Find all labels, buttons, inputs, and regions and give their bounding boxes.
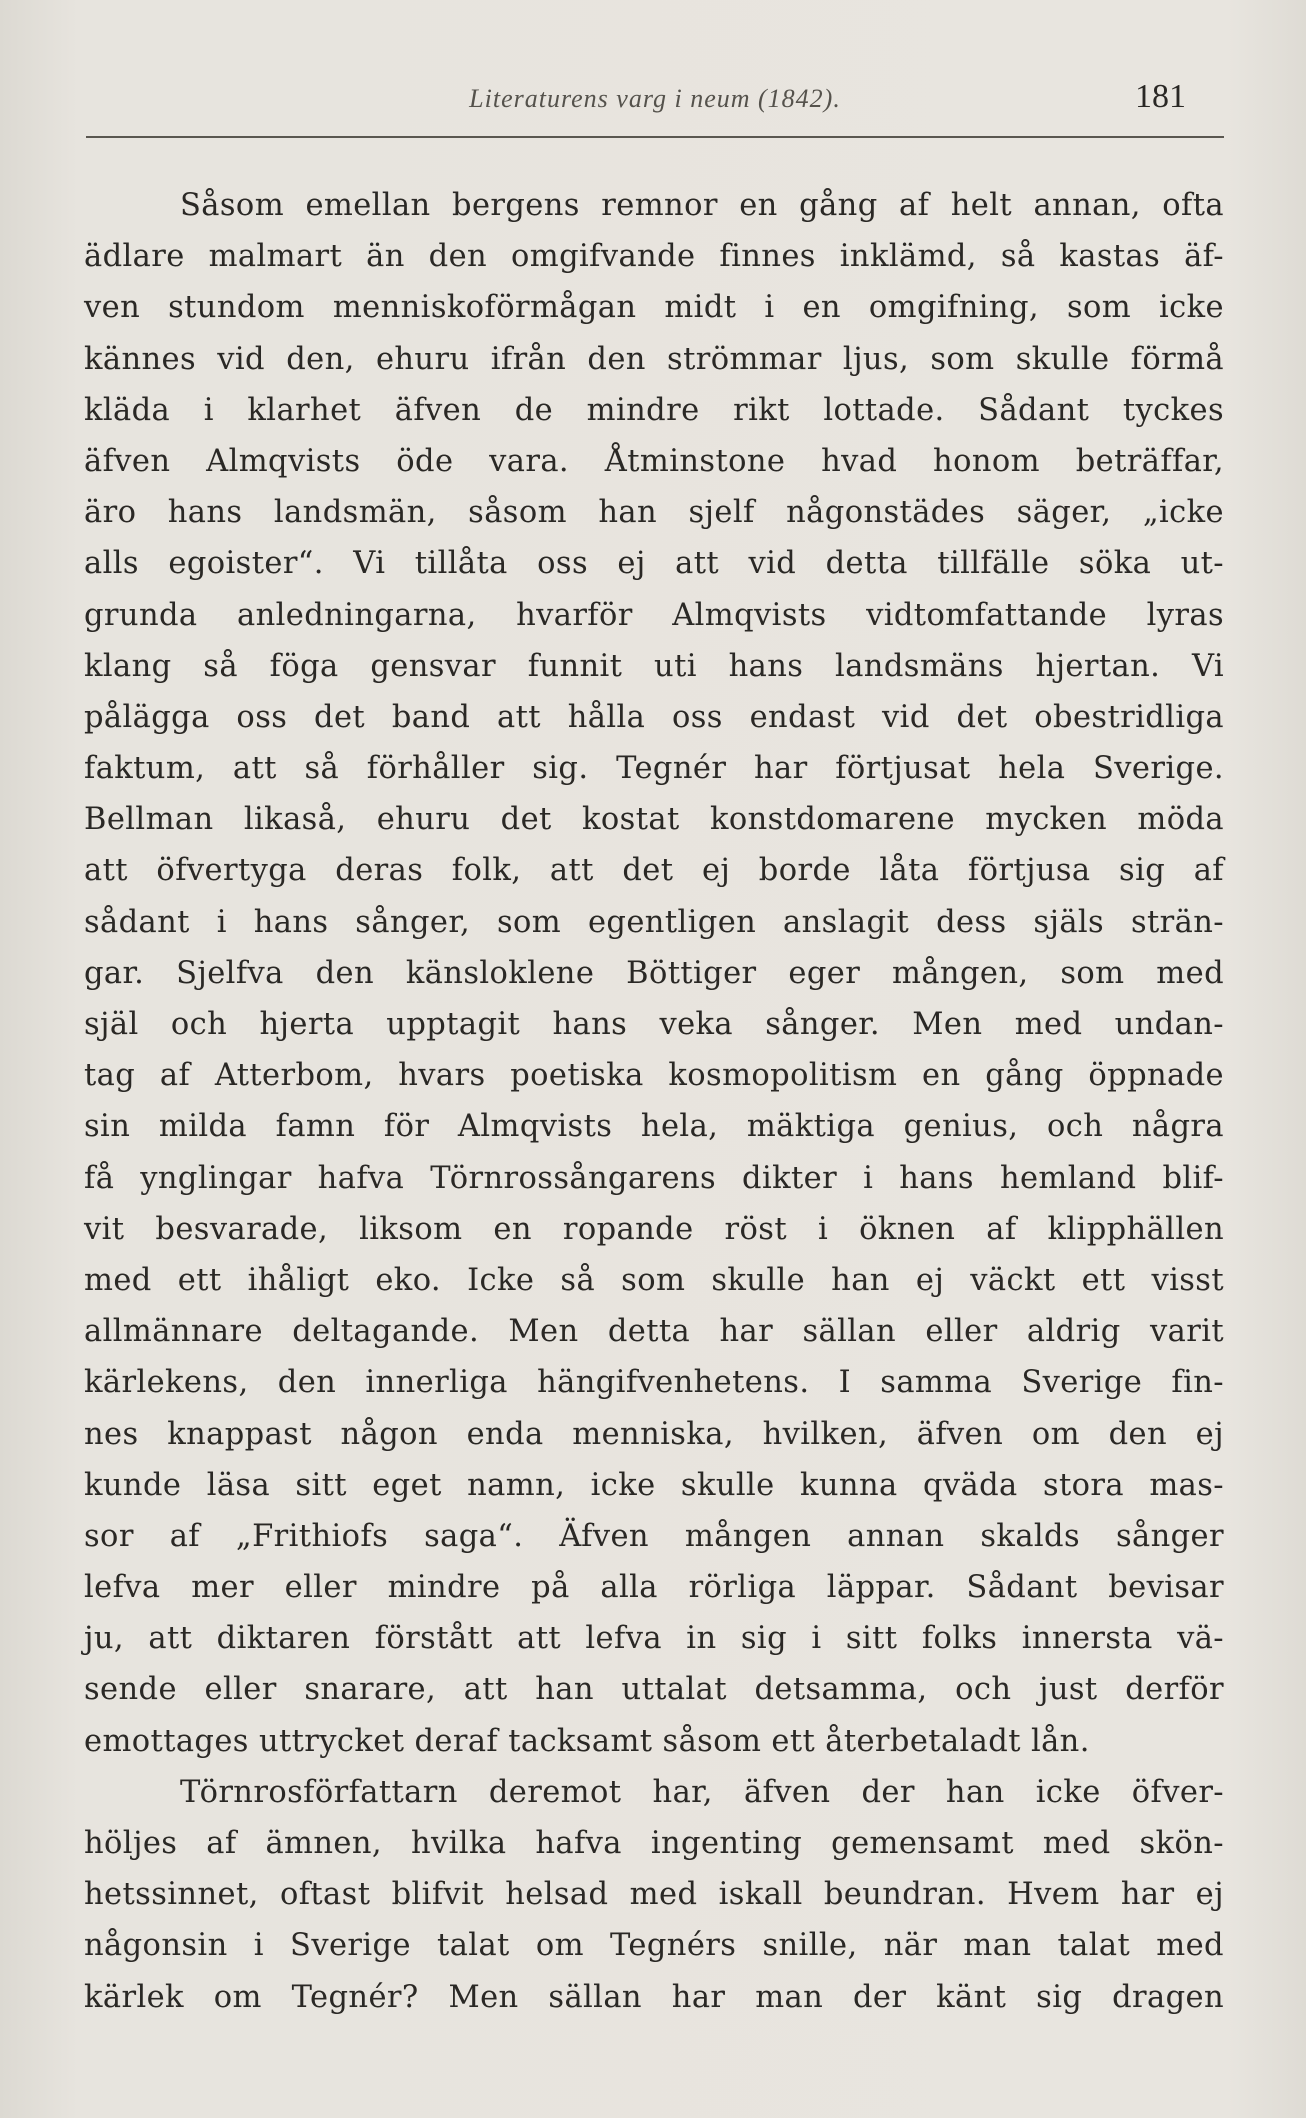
header-rule — [86, 136, 1224, 138]
text-line: ädlare malmart än den omgifvande finnes inklämd, så kastas äf- — [84, 239, 1224, 275]
text-line: kärlek om Tegnér? Men sällan har man der känt sig dragen — [84, 1979, 1224, 2015]
running-head — [86, 76, 1224, 126]
text-line: kläda i klarhet äfven de mindre rikt lottade. Sådant tyckes — [84, 392, 1224, 428]
text-line: kärlekens, den innerliga hängifvenhetens. I samma Sverige fin- — [84, 1365, 1224, 1401]
text-line: alls egoister“. Vi tillåta oss ej att vid detta tillfälle söka ut- — [84, 546, 1224, 582]
text-line: allmännare deltagande. Men detta har sällan eller aldrig varit — [84, 1314, 1224, 1350]
text-line: tag af Atterbom, hvars poetiska kosmopolitism en gång öppnade — [84, 1058, 1224, 1094]
text-line: ven stundom menniskoförmågan midt i en omgifning, som icke — [84, 290, 1224, 326]
text-line: ju, att diktaren förstått att lefva in sig i sitt folks innersta vä- — [84, 1621, 1224, 1657]
text-line: någonsin i Sverige talat om Tegnérs snille, när man talat med — [84, 1928, 1224, 1964]
text-line: Törnrosförfattarn deremot har, äfven der han icke öfver- — [180, 1774, 1224, 1810]
body-text — [84, 180, 1224, 2023]
text-line: sor af „Frithiofs saga“. Äfven mången annan skalds sånger — [84, 1518, 1224, 1554]
text-line: nes knappast någon enda menniska, hvilken, äfven om den ej — [84, 1416, 1224, 1452]
text-line: pålägga oss det band att hålla oss endast vid det obestridliga — [84, 699, 1224, 735]
text-line: hetssinnet, oftast blifvit helsad med iskall beundran. Hvem har ej — [84, 1877, 1224, 1913]
text-line: gar. Sjelfva den känsloklene Böttiger eger mången, som med — [84, 955, 1224, 991]
page-number: 181 — [1135, 78, 1186, 115]
text-line: sende eller snarare, att han uttalat detsamma, och just derför — [84, 1672, 1224, 1708]
text-line: att öfvertyga deras folk, att det ej borde låta förtjusa sig af — [84, 853, 1224, 889]
text-line: kännes vid den, ehuru ifrån den strömmar ljus, som skulle förmå — [84, 341, 1224, 377]
text-line: klang så föga gensvar funnit uti hans landsmäns hjertan. Vi — [84, 648, 1224, 684]
running-title: Literaturens varg i neum (1842). — [469, 84, 841, 113]
text-line: själ och hjerta upptagit hans veka sånger. Men med undan- — [84, 1007, 1224, 1042]
text-line: sin milda famn för Almqvists hela, mäktiga genius, och några — [84, 1109, 1224, 1145]
text-line: emottages uttrycket deraf tacksamt såsom ett återbetaladt lån. — [84, 1723, 1090, 1759]
text-line: höljes af ämnen, hvilka hafva ingenting gemensamt med skön- — [84, 1826, 1224, 1861]
text-line: äfven Almqvists öde vara. Åtminstone hvad honom beträffar, — [84, 443, 1224, 479]
text-line: Bellman likaså, ehuru det kostat konstdomarene mycken möda — [84, 802, 1224, 838]
text-line: få ynglingar hafva Törnrossångarens dikter i hans hemland blif- — [84, 1160, 1224, 1196]
text-line: kunde läsa sitt eget namn, icke skulle kunna qväda stora mas- — [84, 1467, 1224, 1503]
text-line: grunda anledningarna, hvarför Almqvists vidtomfattande lyras — [84, 597, 1224, 633]
text-line: äro hans landsmän, såsom han sjelf någonstädes säger, „icke — [84, 495, 1224, 531]
text-line: sådant i hans sånger, som egentligen anslagit dess själs strän- — [84, 904, 1224, 940]
text-line: vit besvarade, liksom en ropande röst i öknen af klipphällen — [84, 1211, 1224, 1247]
text-line: med ett ihåligt eko. Icke så som skulle han ej väckt ett visst — [84, 1262, 1224, 1298]
text-line: Såsom emellan bergens remnor en gång af helt annan, ofta — [180, 188, 1224, 223]
text-line: faktum, att så förhåller sig. Tegnér har förtjusat hela Sverige. — [84, 751, 1224, 787]
text-line: lefva mer eller mindre på alla rörliga läppar. Sådant bevisar — [84, 1570, 1224, 1606]
